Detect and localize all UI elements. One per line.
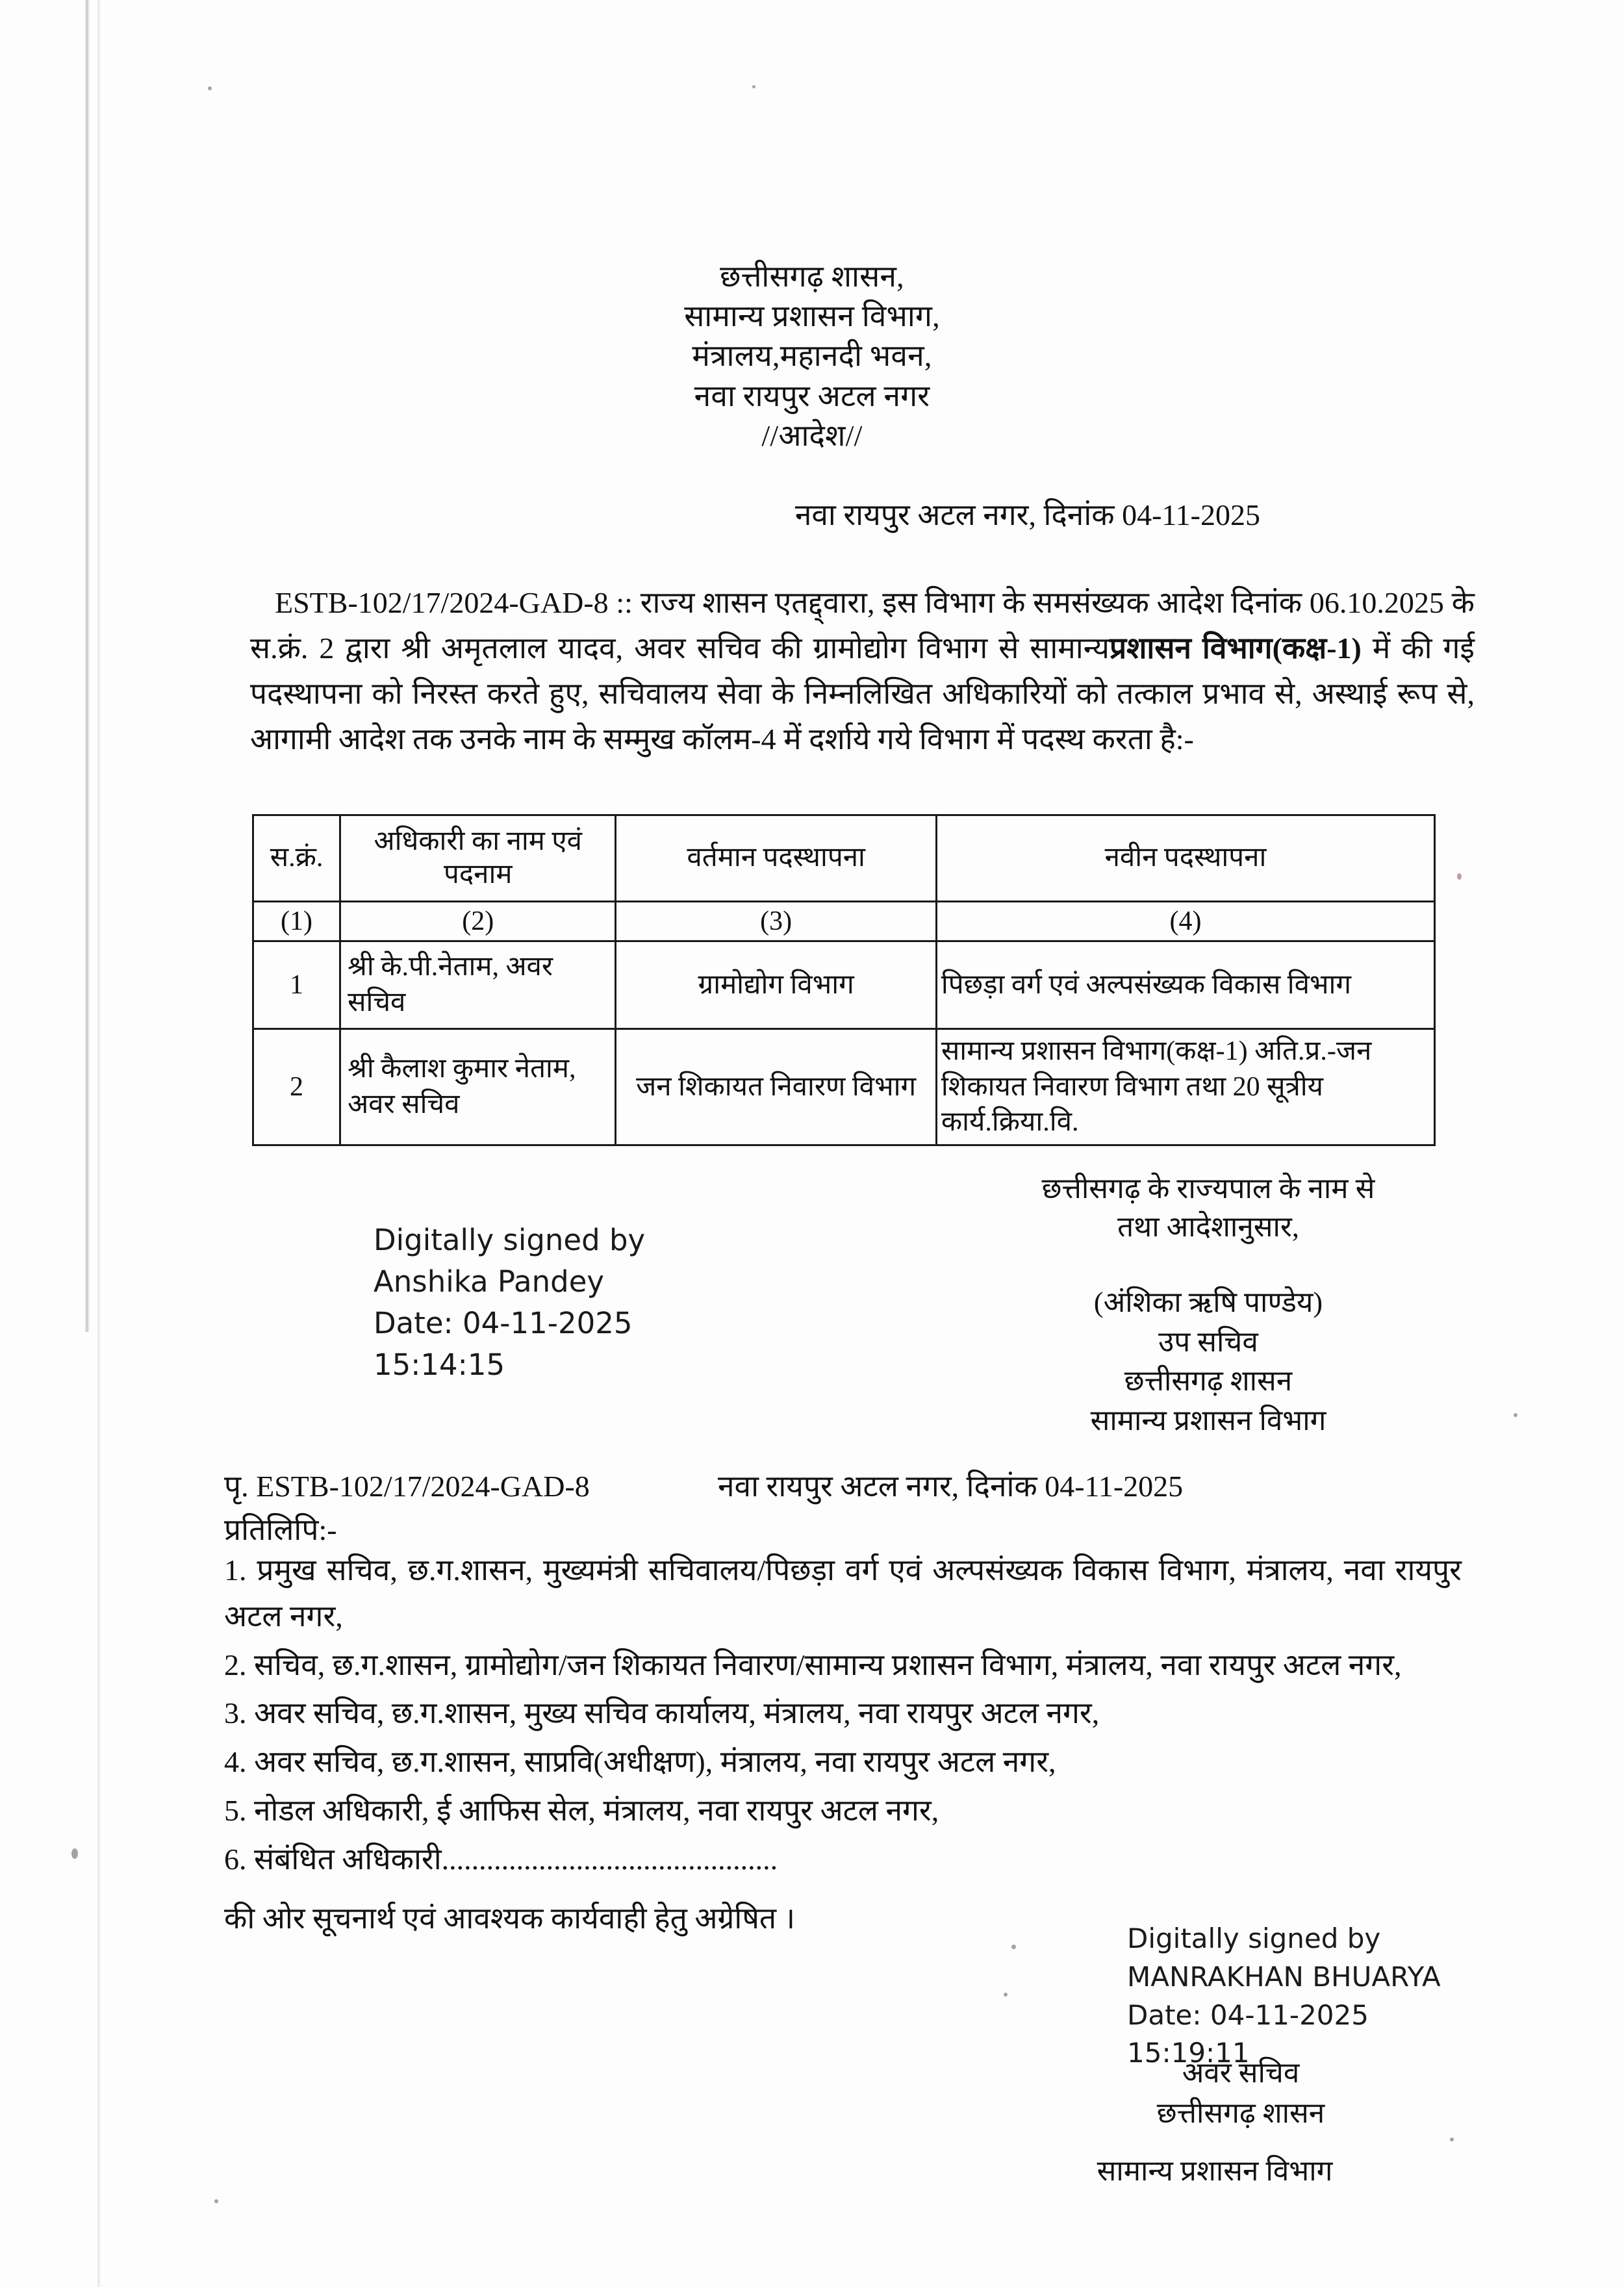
table-header-current: वर्तमान पदस्थापना <box>616 815 936 902</box>
scan-speck <box>208 86 212 90</box>
column-number-2: (2) <box>340 902 616 941</box>
copy-to-list <box>224 1548 1462 1883</box>
row-new-posting: पिछड़ा वर्ग एवं अल्पसंख्यक विकास विभाग <box>936 941 1434 1029</box>
place-and-date: नवा रायपुर अटल नगर, दिनांक 04-11-2025 <box>794 498 1260 531</box>
scan-speck <box>1457 873 1462 880</box>
signer-department: सामान्य प्रशासन विभाग <box>1090 1405 1326 1437</box>
table-column-number-row <box>253 902 1435 941</box>
column-number-3: (3) <box>616 902 936 941</box>
signer-block <box>961 1283 1455 1441</box>
order-body-text-part2: में की गई पदस्थापना को निरस्त करते हुए, सचिवालय सेवा के निम्नलिखित अधिकारियों को तत्काल प्रभाव से, अस्थाई रूप से, आगामी आदेश तक उनके नाम के सम्मुख कॉलम-4 में दर्शाये गये विभाग में पदस्थ करता है:- <box>250 631 1475 756</box>
table-row <box>253 941 1435 1029</box>
dsig-secondary-government: छत्तीसगढ़ शासन <box>1156 2097 1325 2130</box>
table-header-sno: स.क्रं. <box>253 815 340 902</box>
row-serial-number: 2 <box>253 1029 340 1145</box>
table-header-row <box>253 815 1435 902</box>
dsig-secondary-line1: Digitally signed by <box>1127 1923 1381 1954</box>
digital-signature-stamp-secondary <box>1127 1920 1441 2073</box>
row-officer-name: श्री कैलाश कुमार नेताम, अवर सचिव <box>340 1029 616 1145</box>
row-officer-name: श्री के.पी.नेताम, अवर सचिव <box>340 941 616 1029</box>
list-item: 3. अवर सचिव, छ.ग.शासन, मुख्य सचिव कार्यालय, मंत्रालय, नवा रायपुर अटल नगर, <box>224 1696 1100 1730</box>
row-current-posting: जन शिकायत निवारण विभाग <box>616 1029 936 1145</box>
letterhead-line-building: मंत्रालय,महानदी भवन, <box>692 339 932 373</box>
scan-speck <box>1011 1945 1016 1949</box>
scan-speck <box>214 2199 218 2203</box>
scan-edge-artifact <box>84 0 90 1332</box>
row-serial-number: 1 <box>253 941 340 1029</box>
list-item: 4. अवर सचिव, छ.ग.शासन, साप्रवि(अधीक्षण), मंत्रालय, नवा रायपुर अटल नगर, <box>224 1745 1056 1779</box>
table-row <box>253 1029 1435 1145</box>
dsig-primary-name: Anshika Pandey <box>374 1264 605 1299</box>
dsig-primary-time: 15:14:15 <box>374 1347 505 1382</box>
row-current-posting: ग्रामोद्योग विभाग <box>616 941 936 1029</box>
list-item: 2. सचिव, छ.ग.शासन, ग्रामोद्योग/जन शिकायत निवारण/सामान्य प्रशासन विभाग, मंत्रालय, नवा रायपुर अटल नगर, <box>224 1648 1402 1681</box>
dsig-secondary-department: सामान्य प्रशासन विभाग <box>1097 2154 1333 2187</box>
copy-to-label: प्रतिलिपि:- <box>224 1513 337 1546</box>
order-body-bold-phrase: प्रशासन विभाग(कक्ष-1) <box>1109 631 1362 665</box>
dsig-secondary-designation: अवर सचिव <box>1182 2057 1300 2089</box>
letterhead-line-city: नवा रायपुर अटल नगर <box>694 379 930 413</box>
row-new-posting: सामान्य प्रशासन विभाग(कक्ष-1) अति.प्र.-जन शिकायत निवारण विभाग तथा 20 सूत्रीय कार्य.क्रिया.वि. <box>936 1029 1434 1145</box>
scan-speck <box>1514 1413 1517 1417</box>
signer-designation: उप सचिव <box>1158 1325 1258 1358</box>
order-reference-number: ESTB-102/17/2024-GAD-8 <box>275 586 609 619</box>
endorsement-reference: पृ. ESTB-102/17/2024-GAD-8 <box>224 1470 590 1503</box>
list-item: 6. संबंधित अधिकारी............................................. <box>224 1842 778 1876</box>
letterhead-line-state: छत्तीसगढ़ शासन, <box>720 260 904 293</box>
closing-block <box>961 1169 1455 1247</box>
dsig-secondary-time: 15:19:11 <box>1127 2037 1250 2069</box>
digital-signature-stamp-primary <box>374 1220 645 1386</box>
spacer <box>1013 2134 1468 2151</box>
signer-name: (अंशिका ऋषि पाण्डेय) <box>1093 1286 1323 1318</box>
letterhead-line-order: //आदेश// <box>761 418 863 452</box>
dsig-secondary-name: MANRAKHAN BHUARYA <box>1127 1960 1441 1993</box>
letterhead-line-department: सामान्य प्रशासन विभाग, <box>684 300 940 333</box>
column-number-1: (1) <box>253 902 340 941</box>
dsig-secondary-date: Date: 04-11-2025 <box>1127 1999 1369 2031</box>
endorsement-header <box>224 1465 1458 1505</box>
endorsement-place-date: नवा रायपुर अटल नगर, दिनांक 04-11-2025 <box>718 1470 1184 1503</box>
dsig-primary-date: Date: 04-11-2025 <box>374 1305 633 1340</box>
order-body-text-part1: :: राज्य शासन एतद्द्वारा, इस विभाग के समसंख्यक आदेश दिनांक 06.10.2025 के स.क्रं. 2 द्वारा श्री अमृतलाल यादव, अवर सचिव की ग्रामोद्योग विभाग से सामान्य <box>250 586 1475 665</box>
table-header-name: अधिकारी का नाम एवं पदनाम <box>340 815 616 902</box>
posting-table <box>252 814 1436 1146</box>
list-item: 1. प्रमुख सचिव, छ.ग.शासन, मुख्यमंत्री सचिवालय/पिछड़ा वर्ग एवं अल्पसंख्यक विकास विभाग, मंत्रालय, नवा रायपुर अटल नगर, <box>224 1553 1462 1633</box>
signer-government: छत्तीसगढ़ शासन <box>1124 1365 1293 1398</box>
order-body-paragraph <box>250 580 1475 762</box>
closing-governor-line: छत्तीसगढ़ के राज्यपाल के नाम से <box>1041 1173 1375 1205</box>
table-header-new: नवीन पदस्थापना <box>936 815 1434 902</box>
closing-order-line: तथा आदेशानुसार, <box>1117 1211 1299 1244</box>
scan-speck <box>752 85 755 88</box>
letterhead <box>0 257 1624 455</box>
digital-signature-secondary-footer <box>1013 2053 1468 2191</box>
column-number-4: (4) <box>936 902 1434 941</box>
scan-speck <box>1004 1993 1008 1997</box>
list-item: 5. नोडल अधिकारी, ई आफिस सेल, मंत्रालय, नवा रायपुर अटल नगर, <box>224 1794 939 1828</box>
scan-speck <box>71 1848 78 1859</box>
forwarding-note: की ओर सूचनार्थ एवं आवश्यक कार्यवाही हेतु अग्रेषित । <box>224 1902 796 1935</box>
dsig-primary-line1: Digitally signed by <box>374 1223 646 1257</box>
